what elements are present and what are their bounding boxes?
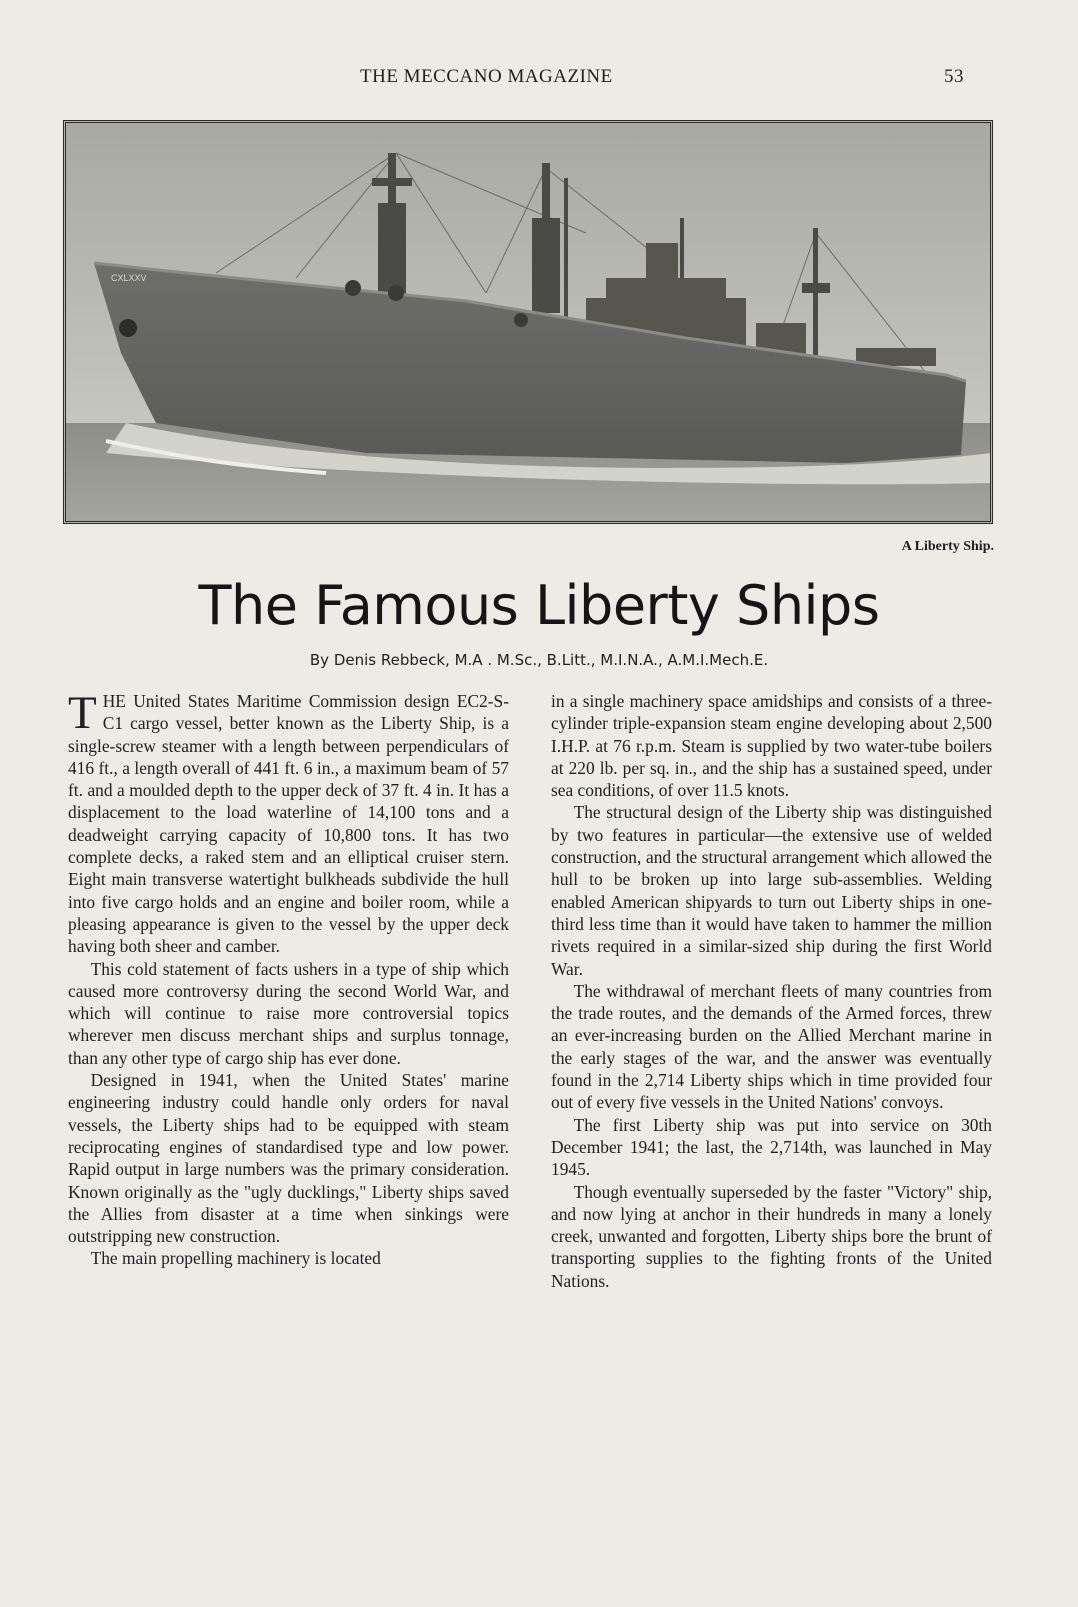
article-paragraph: THE United States Maritime Commission design EC2-S-C1 cargo vessel, better known as the Liberty Ship, is a single-screw steamer with a length between perpendiculars of 416 ft., a length overall of 441 ft. 6 in., a maximum beam of 57 ft. and a moulded depth to the upper deck of 37 ft. 4 in. It has a displacement to the load waterline of 14,100 tons and a deadweight carrying capacity of 10,800 tons. It has two complete decks, a raked stem and an elliptical cruiser stern. Eight main transverse watertight bulkheads subdivide the hull into five cargo holds and an engine and boiler room, while a pleasing appearance is given to the vessel by the upper deck having both sheer and camber. [68,687,509,957]
anchor-icon [119,319,137,337]
article-paragraph: The main propelling machinery is located [90,1248,381,1269]
article-paragraph: This cold statement of facts ushers in a type of ship which caused more controversy during the second World War, and which will continue to raise more controversial topics wherever men discuss merchant ships and surplus tonnage, than any other type of cargo ship has ever done. [68,958,509,1068]
article-paragraph: The first Liberty ship was put into service on 30th December 1941; the last, the 2,714th, was launched in May 1945. [551,1114,992,1180]
page-number: 53 [944,66,964,87]
photo-caption: A Liberty Ship. [901,539,994,554]
article-title: The Famous Liberty Ships [198,574,880,637]
article-paragraph: in a single machinery space amidships and consists of a three-cylinder triple-expansion steam engine developing about 2,500 I.H.P. at 76 r.p.m. Steam is supplied by two water-tube boilers at 220 lb. per sq. in., and the ship has a sustained speed, under sea conditions, of over 11.5 knots. [551,691,992,801]
article-paragraph: The withdrawal of merchant fleets of many countries from the trade routes, and the demands of the Armed forces, threw an ever-increasing burden on the Allied Merchant marine in the early stages of the war, and the answer was eventually found in the 2,714 Liberty ships which in time provided four out of every five vessels in the United Nations' convoys. [551,980,992,1113]
running-header [0,66,1078,96]
article-paragraph: The structural design of the Liberty ship was distinguished by two features in particular—the extensive use of welded construction, and the structural arrangement which allowed the hull to be broken up into large sub-assemblies. Welding enabled American shipyards to turn out Liberty ships in one-third less time than it would have taken to hammer the million rivets required in a similar-sized ship during the first World War. [551,802,992,979]
magazine-title: THE MECCANO MAGAZINE [360,66,613,87]
article-byline: By Denis Rebbeck, M.A . M.Sc., B.Litt., M.I.N.A., A.M.I.Mech.E. [309,651,769,669]
hull-marking: CXLXXV [111,273,147,283]
drop-cap: T [68,687,97,739]
ship-illustration [66,123,990,521]
liberty-ship-photo [63,120,993,524]
article-paragraph: Though eventually superseded by the faster "Victory" ship, and now lying at anchor in their hundreds in many a lonely creek, unwanted and forgotten, Liberty ships bore the brunt of transporting supplies to the fighting fronts of the United Nations. [551,1181,992,1291]
article-column-right [551,690,992,1292]
article-column-left [68,687,509,1270]
article-paragraph: Designed in 1941, when the United States' marine engineering industry could handle only orders for naval vessels, the Liberty ships had to be equipped with steam reciprocating engines of standardised type and low power. Rapid output in large numbers was the primary consideration. Known originally as the "ugly ducklings," Liberty ships saved the Allies from disaster at a time when sinkings were outstripping new construction. [68,1070,509,1247]
